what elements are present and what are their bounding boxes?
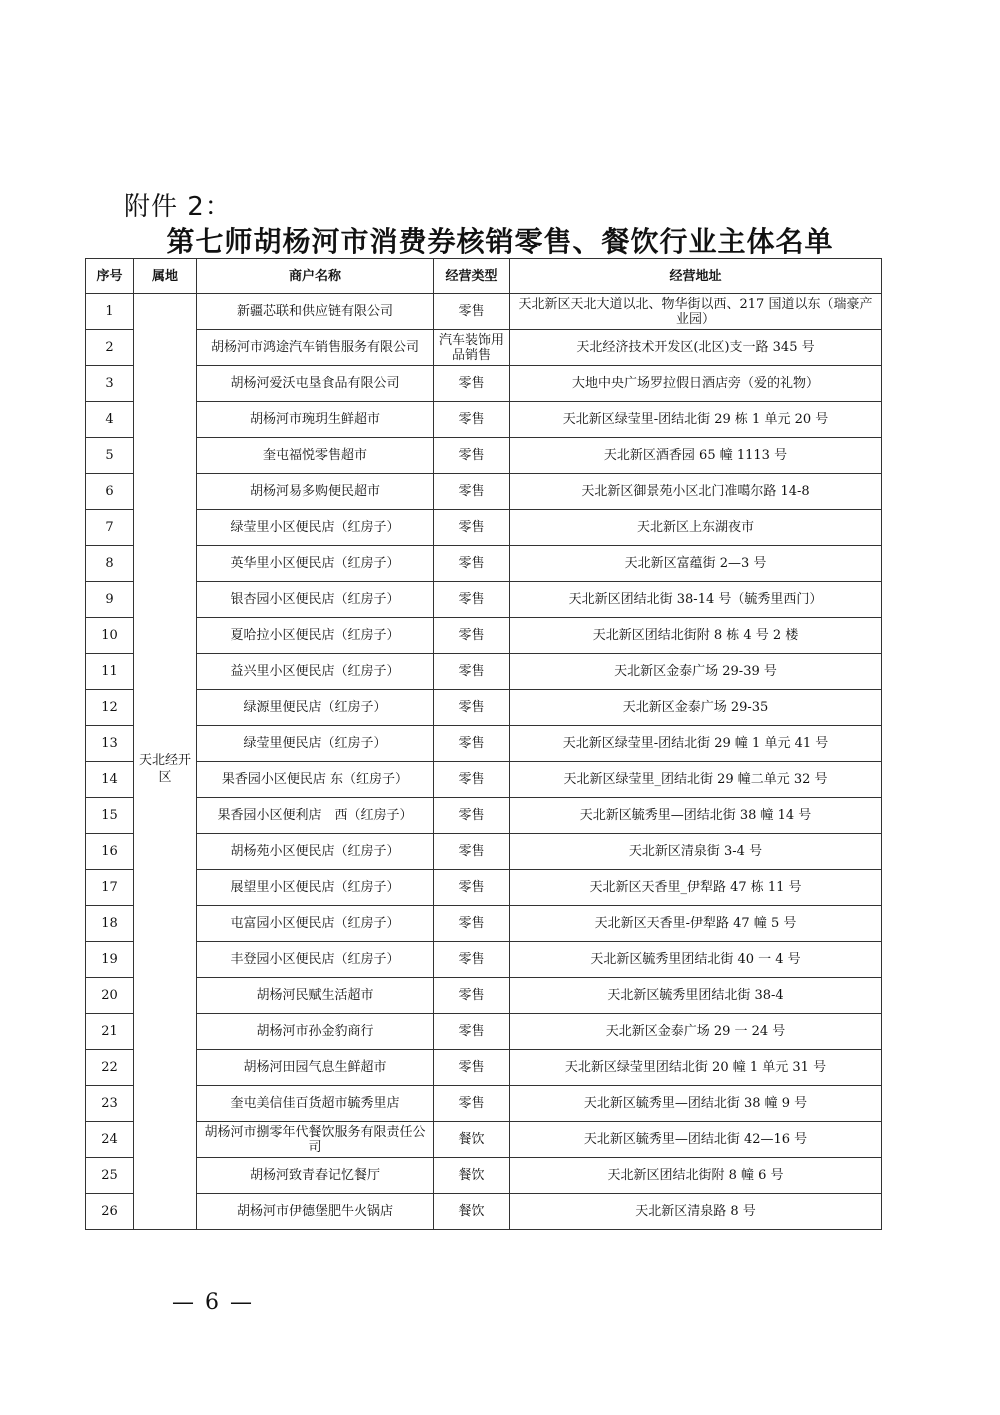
table-row <box>86 1158 882 1194</box>
merchant-name: 绿莹里便民店（红房子） <box>197 726 434 762</box>
business-address: 天北新区团结北街 38-14 号（毓秀里西门） <box>510 582 882 618</box>
row-number: 24 <box>86 1122 134 1158</box>
table-row <box>86 510 882 546</box>
row-number: 21 <box>86 1014 134 1050</box>
merchant-name: 英华里小区便民店（红房子） <box>197 546 434 582</box>
row-number: 1 <box>86 294 134 330</box>
row-number: 3 <box>86 366 134 402</box>
merchant-name: 丰登园小区便民店（红房子） <box>197 942 434 978</box>
merchant-name: 胡杨河田园气息生鲜超市 <box>197 1050 434 1086</box>
business-address: 天北新区毓秀里团结北街 38-4 <box>510 978 882 1014</box>
table-row <box>86 654 882 690</box>
merchant-name: 屯富园小区便民店（红房子） <box>197 906 434 942</box>
merchant-name: 绿莹里小区便民店（红房子） <box>197 510 434 546</box>
business-type: 零售 <box>434 978 510 1014</box>
business-address: 天北新区上东湖夜市 <box>510 510 882 546</box>
row-number: 17 <box>86 870 134 906</box>
row-number: 26 <box>86 1194 134 1230</box>
merchant-name: 益兴里小区便民店（红房子） <box>197 654 434 690</box>
business-address: 天北新区御景苑小区北门准噶尔路 14-8 <box>510 474 882 510</box>
row-number: 11 <box>86 654 134 690</box>
table-row <box>86 582 882 618</box>
business-type: 餐饮 <box>434 1122 510 1158</box>
business-type: 汽车装饰用品销售 <box>434 330 510 366</box>
business-type: 零售 <box>434 834 510 870</box>
business-type: 零售 <box>434 474 510 510</box>
table-row <box>86 798 882 834</box>
merchant-name: 奎屯美信佳百货超市毓秀里店 <box>197 1086 434 1122</box>
header-merchant-name: 商户名称 <box>197 259 434 294</box>
business-address: 天北新区毓秀里—团结北街 38 幢 9 号 <box>510 1086 882 1122</box>
row-number: 18 <box>86 906 134 942</box>
merchant-name: 果香园小区便民店 东（红房子） <box>197 762 434 798</box>
business-type: 零售 <box>434 870 510 906</box>
merchant-name: 果香园小区便利店 西（红房子） <box>197 798 434 834</box>
table-row <box>86 942 882 978</box>
business-address: 天北新区清泉路 8 号 <box>510 1194 882 1230</box>
table-row <box>86 438 882 474</box>
business-type: 零售 <box>434 438 510 474</box>
business-type: 零售 <box>434 366 510 402</box>
row-number: 7 <box>86 510 134 546</box>
business-address: 天北新区毓秀里—团结北街 38 幢 14 号 <box>510 798 882 834</box>
business-address: 天北经济技术开发区(北区)支一路 345 号 <box>510 330 882 366</box>
business-address: 天北新区天北大道以北、物华街以西、217 国道以东（瑞豪产业园） <box>510 294 882 330</box>
table-row <box>86 1014 882 1050</box>
business-type: 零售 <box>434 510 510 546</box>
table-row <box>86 906 882 942</box>
business-address: 天北新区团结北街附 8 栋 4 号 2 楼 <box>510 618 882 654</box>
table-row <box>86 1194 882 1230</box>
business-address: 天北新区金泰广场 29-39 号 <box>510 654 882 690</box>
business-address: 天北新区绿莹里团结北街 20 幢 1 单元 31 号 <box>510 1050 882 1086</box>
merchant-name: 胡杨河市捌零年代餐饮服务有限责任公司 <box>197 1122 434 1158</box>
merchant-name: 胡杨河爱沃屯垦食品有限公司 <box>197 366 434 402</box>
merchant-name: 胡杨河致青春记忆餐厅 <box>197 1158 434 1194</box>
table-row <box>86 546 882 582</box>
row-number: 14 <box>86 762 134 798</box>
merchant-name: 银杏园小区便民店（红房子） <box>197 582 434 618</box>
table-row <box>86 690 882 726</box>
business-address: 天北新区清泉街 3-4 号 <box>510 834 882 870</box>
business-address: 天北新区绿莹里-团结北街 29 栋 1 单元 20 号 <box>510 402 882 438</box>
table-body <box>86 294 882 1230</box>
table-row <box>86 978 882 1014</box>
business-type: 餐饮 <box>434 1158 510 1194</box>
merchant-name: 绿源里便民店（红房子） <box>197 690 434 726</box>
business-type: 餐饮 <box>434 1194 510 1230</box>
business-type: 零售 <box>434 546 510 582</box>
row-number: 16 <box>86 834 134 870</box>
business-address: 天北新区富蕴街 2—3 号 <box>510 546 882 582</box>
row-number: 15 <box>86 798 134 834</box>
business-address: 天北新区绿莹里-团结北街 29 幢 1 单元 41 号 <box>510 726 882 762</box>
row-number: 8 <box>86 546 134 582</box>
business-type: 零售 <box>434 1086 510 1122</box>
row-number: 25 <box>86 1158 134 1194</box>
merchant-name: 胡杨河易多购便民超市 <box>197 474 434 510</box>
business-address: 天北新区天香里_伊犁路 47 栋 11 号 <box>510 870 882 906</box>
attachment-label: 附件 2： <box>124 192 232 222</box>
business-address: 天北新区金泰广场 29 一 24 号 <box>510 1014 882 1050</box>
header-address: 经营地址 <box>510 259 882 294</box>
merchant-name: 胡杨河民赋生活超市 <box>197 978 434 1014</box>
row-number: 9 <box>86 582 134 618</box>
row-number: 4 <box>86 402 134 438</box>
merchant-name: 胡杨河市孙金豹商行 <box>197 1014 434 1050</box>
business-type: 零售 <box>434 1050 510 1086</box>
header-region: 属地 <box>134 259 197 294</box>
row-number: 12 <box>86 690 134 726</box>
table-row <box>86 1086 882 1122</box>
business-type: 零售 <box>434 762 510 798</box>
table-row <box>86 330 882 366</box>
merchant-table <box>85 258 882 1230</box>
merchant-name: 奎屯福悦零售超市 <box>197 438 434 474</box>
table-row <box>86 474 882 510</box>
business-type: 零售 <box>434 402 510 438</box>
business-address: 天北新区金泰广场 29-35 <box>510 690 882 726</box>
table-row <box>86 366 882 402</box>
merchant-name: 胡杨河市琬玥生鲜超市 <box>197 402 434 438</box>
business-type: 零售 <box>434 942 510 978</box>
merchant-name: 胡杨苑小区便民店（红房子） <box>197 834 434 870</box>
business-address: 天北新区毓秀里—团结北街 42—16 号 <box>510 1122 882 1158</box>
business-type: 零售 <box>434 690 510 726</box>
table-row <box>86 294 882 330</box>
merchant-name: 胡杨河市伊德堡肥牛火锅店 <box>197 1194 434 1230</box>
row-number: 6 <box>86 474 134 510</box>
business-address: 大地中央广场罗拉假日酒店旁（爱的礼物） <box>510 366 882 402</box>
business-type: 零售 <box>434 582 510 618</box>
merchant-name: 新疆芯联和供应链有限公司 <box>197 294 434 330</box>
row-number: 23 <box>86 1086 134 1122</box>
row-number: 2 <box>86 330 134 366</box>
row-number: 22 <box>86 1050 134 1086</box>
business-address: 天北新区毓秀里团结北街 40 一 4 号 <box>510 942 882 978</box>
merchant-name: 展望里小区便民店（红房子） <box>197 870 434 906</box>
business-address: 天北新区天香里-伊犁路 47 幢 5 号 <box>510 906 882 942</box>
row-number: 19 <box>86 942 134 978</box>
business-type: 零售 <box>434 294 510 330</box>
header-no: 序号 <box>86 259 134 294</box>
header-business-type: 经营类型 <box>434 259 510 294</box>
row-number: 5 <box>86 438 134 474</box>
page-number: — 6 — <box>172 1290 254 1315</box>
row-number: 20 <box>86 978 134 1014</box>
document-title: 第七师胡杨河市消费券核销零售、餐饮行业主体名单 <box>166 225 834 258</box>
table-row <box>86 834 882 870</box>
table-row <box>86 1050 882 1086</box>
business-address: 天北新区团结北街附 8 幢 6 号 <box>510 1158 882 1194</box>
business-type: 零售 <box>434 906 510 942</box>
table-row <box>86 870 882 906</box>
business-address: 天北新区酒香园 65 幢 1113 号 <box>510 438 882 474</box>
merchant-name: 夏哈拉小区便民店（红房子） <box>197 618 434 654</box>
business-type: 零售 <box>434 654 510 690</box>
merchant-name: 胡杨河市鸿途汽车销售服务有限公司 <box>197 330 434 366</box>
table-row <box>86 726 882 762</box>
business-type: 零售 <box>434 798 510 834</box>
region-cell: 天北经开区 <box>134 294 197 1230</box>
table-header-row <box>86 259 882 294</box>
business-type: 零售 <box>434 1014 510 1050</box>
row-number: 10 <box>86 618 134 654</box>
table-row <box>86 762 882 798</box>
row-number: 13 <box>86 726 134 762</box>
business-type: 零售 <box>434 726 510 762</box>
table-row <box>86 402 882 438</box>
business-address: 天北新区绿莹里_团结北街 29 幢二单元 32 号 <box>510 762 882 798</box>
table-row <box>86 1122 882 1158</box>
table-row <box>86 618 882 654</box>
business-type: 零售 <box>434 618 510 654</box>
